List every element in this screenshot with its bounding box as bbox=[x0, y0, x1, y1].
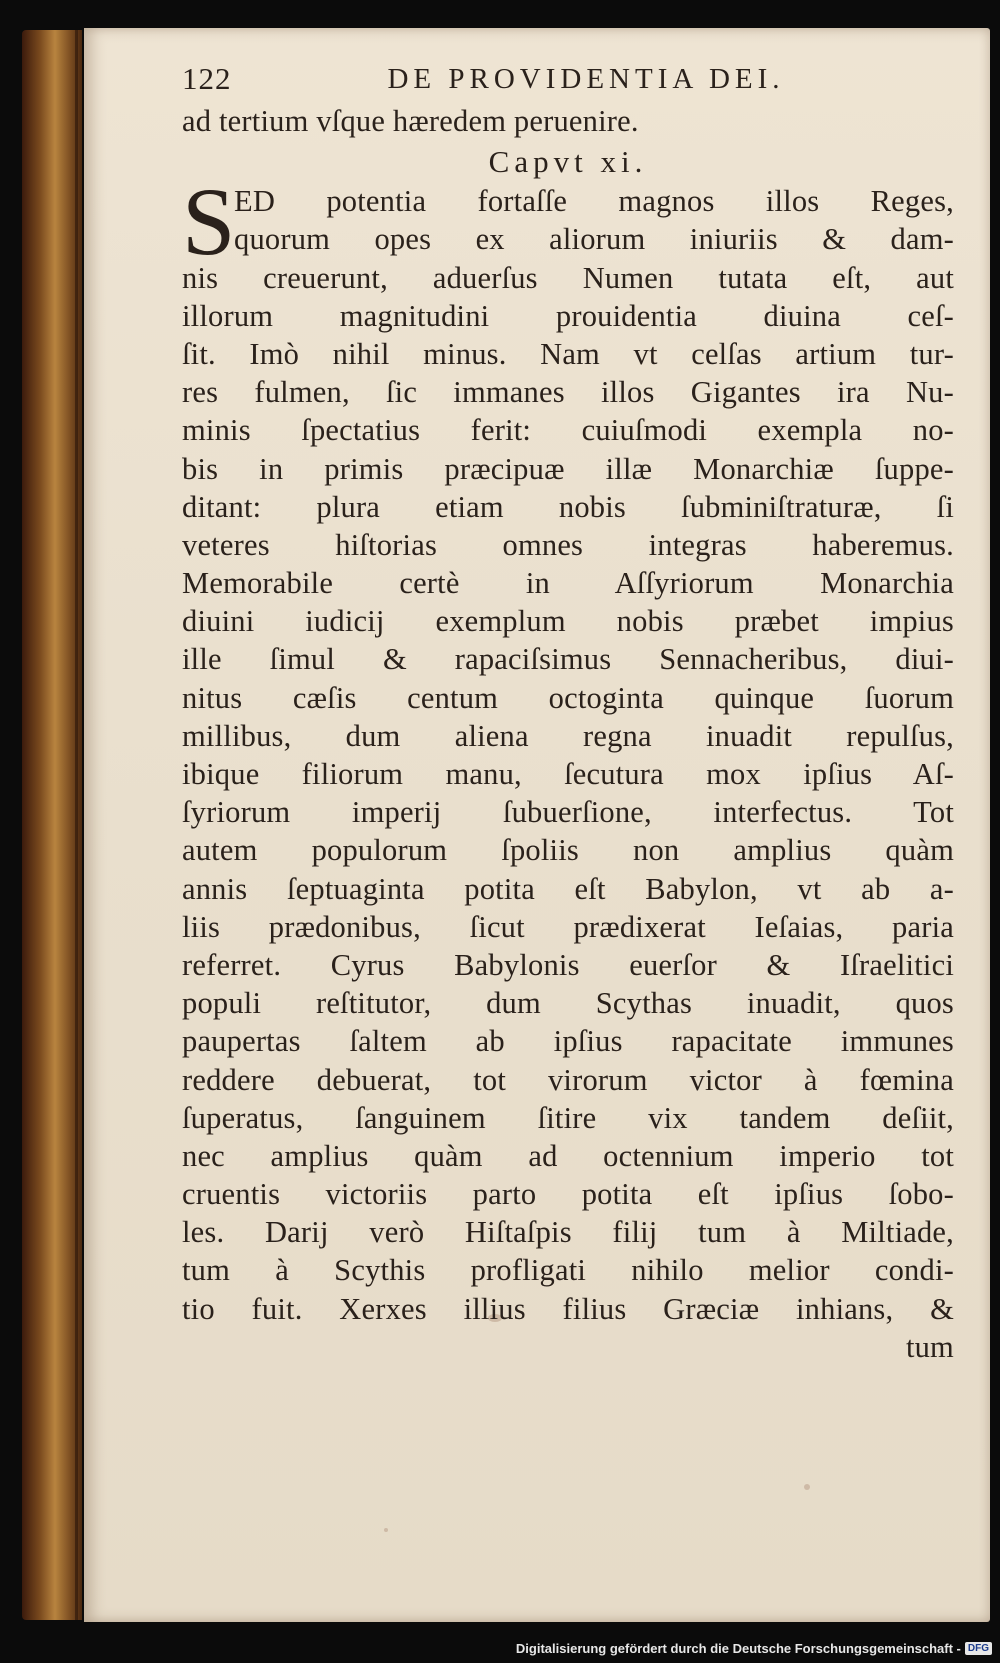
text-line: autem populorum ſpoliis non amplius quàm bbox=[182, 833, 954, 868]
text-line: quorum opes ex aliorum iniuriis & dam- bbox=[234, 222, 954, 257]
text-line: ibique filiorum manu, ſecutura mox ipſius Aſ- bbox=[182, 757, 954, 791]
text-line: veteres hiſtorias omnes integras haberemus. bbox=[182, 527, 954, 562]
text-line: millibus, dum aliena regna inuadit repulſus, bbox=[182, 718, 954, 753]
credit-text: Digitalisierung gefördert durch die Deutsche Forschungsgemeinschaft - bbox=[515, 1640, 961, 1656]
text-line: illorum magnitudini prouidentia diuina ceſ- bbox=[182, 298, 954, 333]
text-line: ED potentia fortaſſe magnos illos Reges, bbox=[234, 184, 954, 219]
text-line: referret. Cyrus Babylonis euerſor & Iſraelitici bbox=[182, 947, 954, 982]
text-line: ſuperatus, ſanguinem ſitire vix tandem deſiit, bbox=[182, 1100, 954, 1135]
stain-spot bbox=[384, 1528, 388, 1532]
text-line: ſit. Imò nihil minus. Nam vt celſas artium tur- bbox=[182, 336, 954, 371]
text-line: ditant: plura etiam nobis ſubminiſtraturæ, ſi bbox=[182, 489, 954, 524]
body-text bbox=[182, 168, 954, 1366]
text-line: liis prædonibus, ſicut prædixerat Ieſaias, paria bbox=[182, 909, 954, 944]
stain-spot bbox=[804, 1484, 810, 1490]
dfg-logo: DFG bbox=[965, 1642, 992, 1655]
text-line: ille ſimul & rapaciſsimus Sennacheribus, diui- bbox=[182, 642, 954, 677]
page-number: 122 bbox=[182, 61, 232, 96]
catchword: tum bbox=[905, 1329, 954, 1364]
running-head bbox=[182, 56, 954, 102]
text-line: tio fuit. Xerxes illius filius Græciæ inhians, & bbox=[182, 1291, 954, 1326]
text-line: annis ſeptuaginta potita eſt Babylon, vt ab a- bbox=[182, 871, 954, 906]
text-line: Memorabile certè in Aſſyriorum Monarchia bbox=[182, 566, 954, 601]
text-line: ſyriorum imperij ſubuerſione, interfectus. Tot bbox=[182, 795, 954, 830]
carry-over-line: ad tertium vſque hæredem peruenire. bbox=[182, 104, 639, 138]
text-line: reddere debuerat, tot virorum victor à fœmina bbox=[182, 1062, 954, 1097]
text-line: res fulmen, ſic immanes illos Gigantes ira Nu- bbox=[182, 375, 954, 410]
text-line: nec amplius quàm ad octennium imperio tot bbox=[182, 1138, 954, 1173]
drop-cap: S bbox=[182, 168, 236, 276]
book-spine-edge bbox=[22, 30, 82, 1620]
page-text bbox=[182, 56, 954, 1366]
text-line: minis ſpectatius ferit: cuiuſmodi exempla no- bbox=[182, 413, 954, 448]
text-line: nis creuerunt, aduerſus Numen tutata eſt, aut bbox=[182, 260, 954, 295]
text-line: populi reſtitutor, dum Scythas inuadit, quos bbox=[182, 986, 954, 1021]
chapter-heading: Capvt xi. bbox=[488, 144, 648, 180]
text-line: paupertas ſaltem ab ipſius rapacitate immunes bbox=[182, 1024, 954, 1059]
text-line: les. Darij verò Hiſtaſpis filij tum à Miltiade, bbox=[182, 1215, 954, 1250]
text-line: cruentis victoriis parto potita eſt ipſius ſobo- bbox=[182, 1177, 954, 1212]
text-line: tum à Scythis profligati nihilo melior condi- bbox=[182, 1253, 954, 1288]
digitization-credit bbox=[516, 1637, 992, 1659]
running-title: DE PROVIDENTIA DEI. bbox=[387, 62, 785, 95]
text-line: nitus cæſis centum octoginta quinque ſuorum bbox=[182, 680, 954, 715]
text-line: diuini iudicij exemplum nobis præbet impius bbox=[182, 604, 954, 639]
text-line: bis in primis præcipuæ illæ Monarchiæ ſuppe- bbox=[182, 451, 954, 486]
